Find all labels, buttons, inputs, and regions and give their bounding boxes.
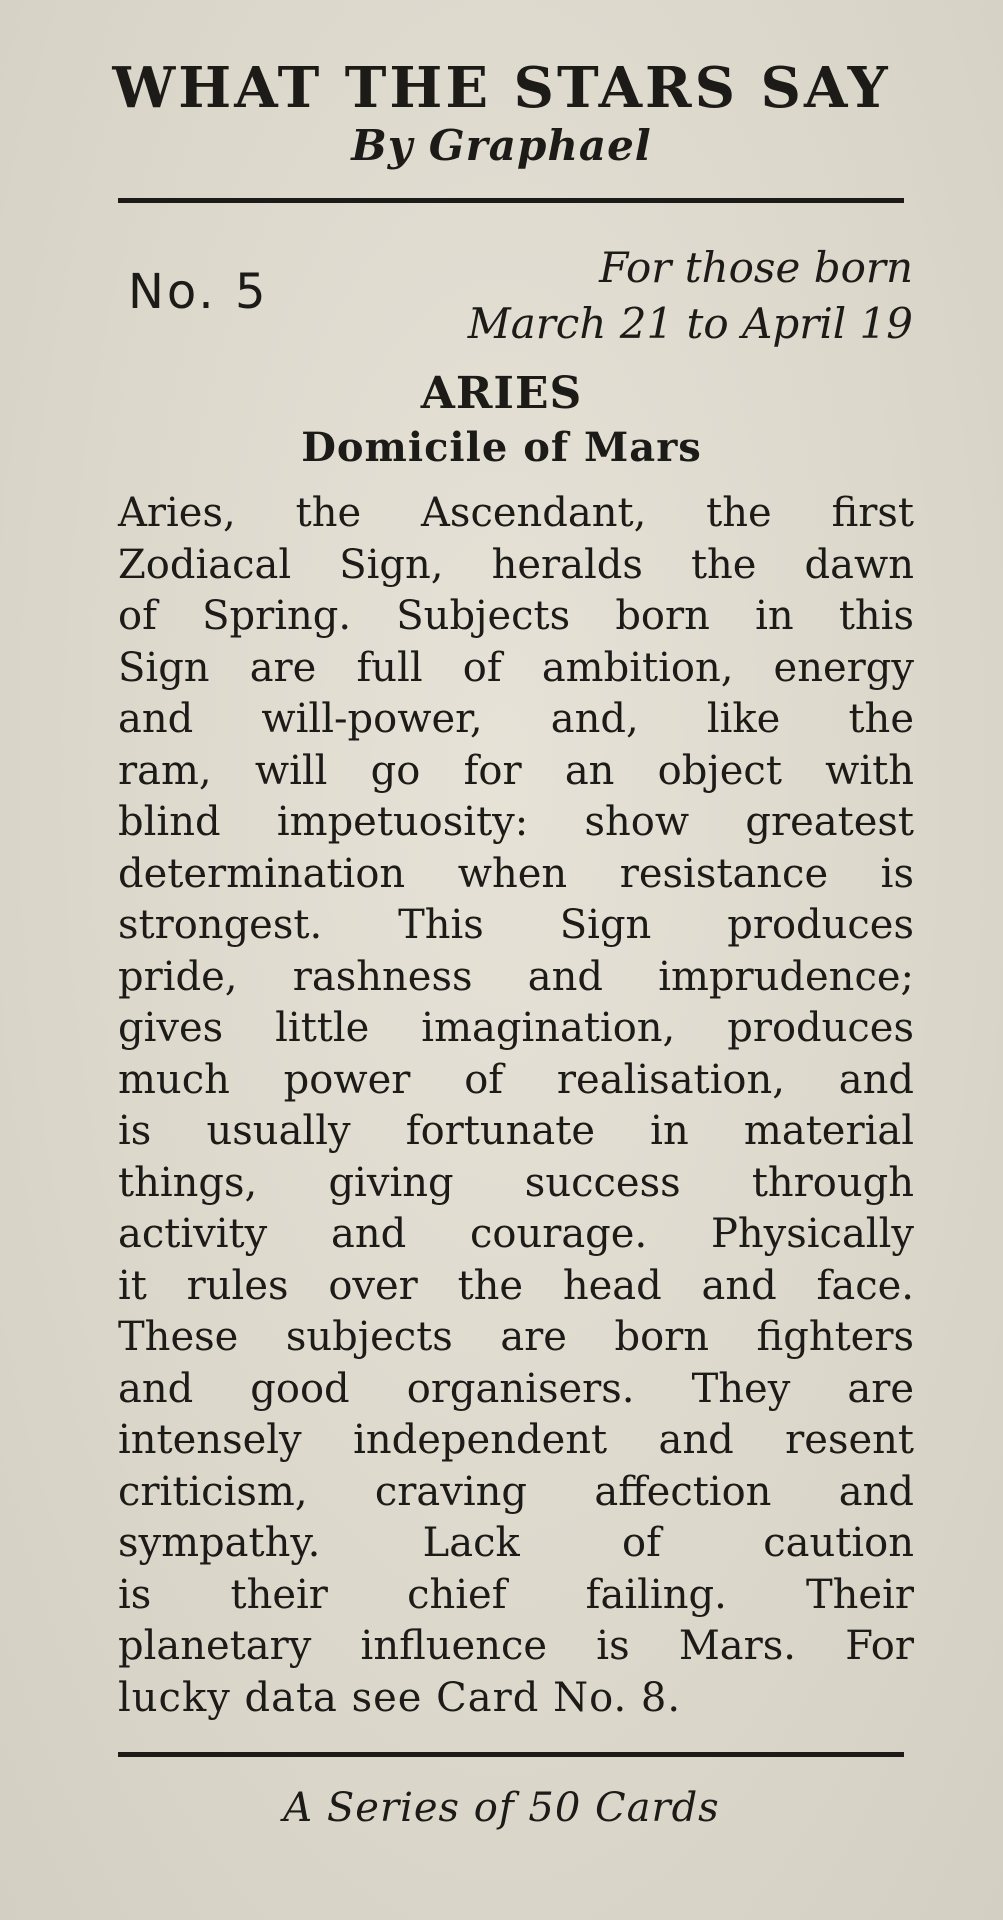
text-line: lucky data see Card No. 8.	[118, 1674, 682, 1721]
top-divider	[118, 198, 904, 203]
domicile-subheading: Domicile of Mars	[301, 424, 702, 471]
text-line: Zodiacal Sign, heralds the dawn	[118, 541, 914, 588]
text-line: Aries, the Ascendant, the first	[118, 490, 914, 536]
text-line: it rules over the head and face.	[118, 1262, 914, 1309]
card-byline: By Graphael	[351, 121, 652, 170]
text-line: strongest. This Sign produces	[118, 902, 914, 948]
series-footer: A Series of 50 Cards	[283, 1785, 720, 1831]
born-line-2: March 21 to April 19	[467, 299, 913, 348]
text-line: sympathy. Lack of caution	[118, 1520, 914, 1566]
bottom-divider	[118, 1752, 904, 1757]
text-line: and will-power, and, like the	[118, 696, 914, 742]
text-line: and good organisers. They are	[118, 1365, 914, 1412]
text-line: These subjects are born fighters	[118, 1314, 914, 1360]
text-line: gives little imagination, produces	[118, 1005, 914, 1051]
text-line: is usually fortunate in material	[118, 1108, 914, 1154]
born-line-1: For those born	[599, 243, 913, 292]
text-line: things, giving success through	[118, 1159, 914, 1206]
card-number: No. 5	[128, 264, 269, 320]
text-line: Sign are full of ambition, energy	[118, 644, 914, 691]
description-text	[118, 488, 914, 1724]
text-line: planetary influence is Mars. For	[118, 1623, 914, 1669]
birth-date-range	[468, 240, 913, 352]
text-line: ram, will go for an object with	[118, 747, 914, 794]
text-line: intensely independent and resent	[118, 1417, 914, 1463]
text-line: determination when resistance is	[118, 850, 914, 897]
zodiac-sign-heading: ARIES	[420, 368, 583, 419]
card-title: WHAT THE STARS SAY	[112, 55, 891, 121]
text-line: activity and courage. Physically	[118, 1211, 914, 1257]
text-line: pride, rashness and imprudence;	[118, 953, 914, 1000]
text-line: of Spring. Subjects born in this	[118, 593, 914, 639]
text-line: criticism, craving affection and	[118, 1468, 914, 1515]
text-line: is their chief failing. Their	[118, 1571, 914, 1618]
text-line: blind impetuosity: show greatest	[118, 799, 914, 845]
text-line: much power of realisation, and	[118, 1056, 914, 1103]
